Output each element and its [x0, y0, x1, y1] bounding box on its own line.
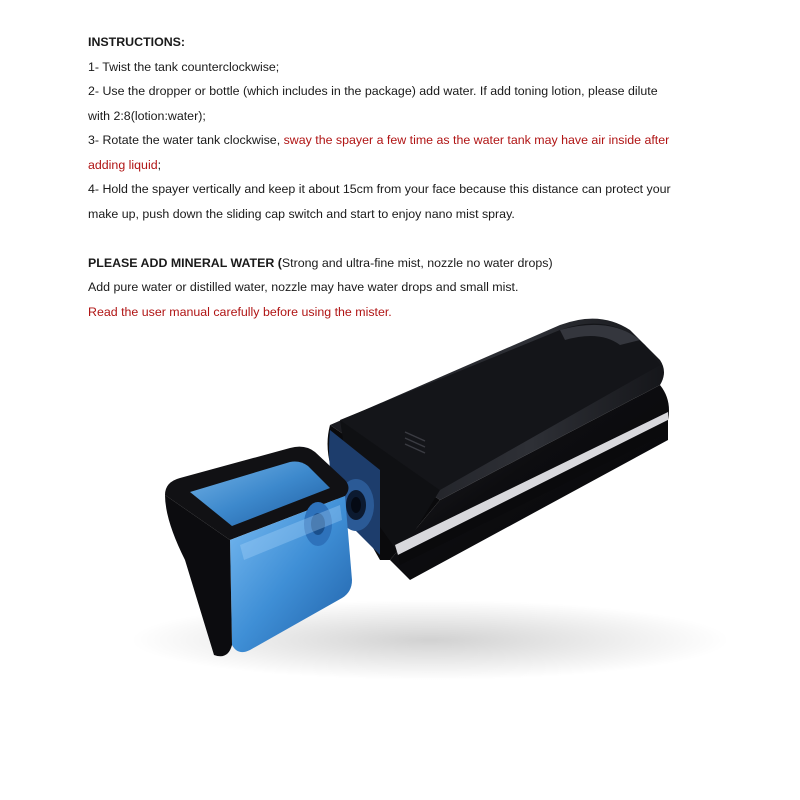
step-4-line-2: make up, push down the sliding cap switch and start to enjoy nano mist spray. — [88, 206, 515, 221]
instructions-heading: INSTRUCTIONS: — [88, 35, 186, 49]
manual-warning: Read the user manual carefully before using the mister. — [88, 304, 392, 319]
step-3-text: 3- Rotate the water tank clockwise, — [88, 133, 284, 147]
mineral-heading-bold: PLEASE ADD MINERAL WATER ( — [88, 255, 282, 270]
step-2-line-1: 2- Use the dropper or bottle (which includes in the package) add water. If add toning lotion, please dilute — [88, 84, 658, 98]
step-3-line-end: ; — [157, 157, 162, 172]
instructions-document — [88, 30, 728, 324]
device-body — [328, 319, 669, 580]
step-3-warning-text-end: adding liquid — [88, 157, 158, 172]
nozzle-socket — [329, 430, 380, 555]
step-3-warning-text: sway the spayer a few time as the water tank may have air inside after — [283, 133, 670, 147]
step-1: 1- Twist the tank counterclockwise; — [88, 59, 280, 74]
floor-shadow — [130, 600, 730, 680]
mineral-heading-detail: Strong and ultra-fine mist, nozzle no water drops) — [281, 255, 553, 270]
water-tank-cap — [165, 447, 352, 657]
step-3-line-1 — [88, 128, 728, 153]
vent-slits — [405, 432, 425, 453]
section-spacer — [88, 226, 728, 251]
step-2-line-2: with 2:8(lotion:water); — [88, 108, 206, 123]
step-3-line-2 — [88, 153, 728, 178]
water-note: Add pure water or distilled water, nozzle may have water drops and small mist. — [88, 280, 519, 294]
mineral-water-heading — [88, 251, 728, 276]
step-4-line-1: 4- Hold the spayer vertically and keep it about 15cm from your face because this distance can protect your — [88, 182, 671, 196]
